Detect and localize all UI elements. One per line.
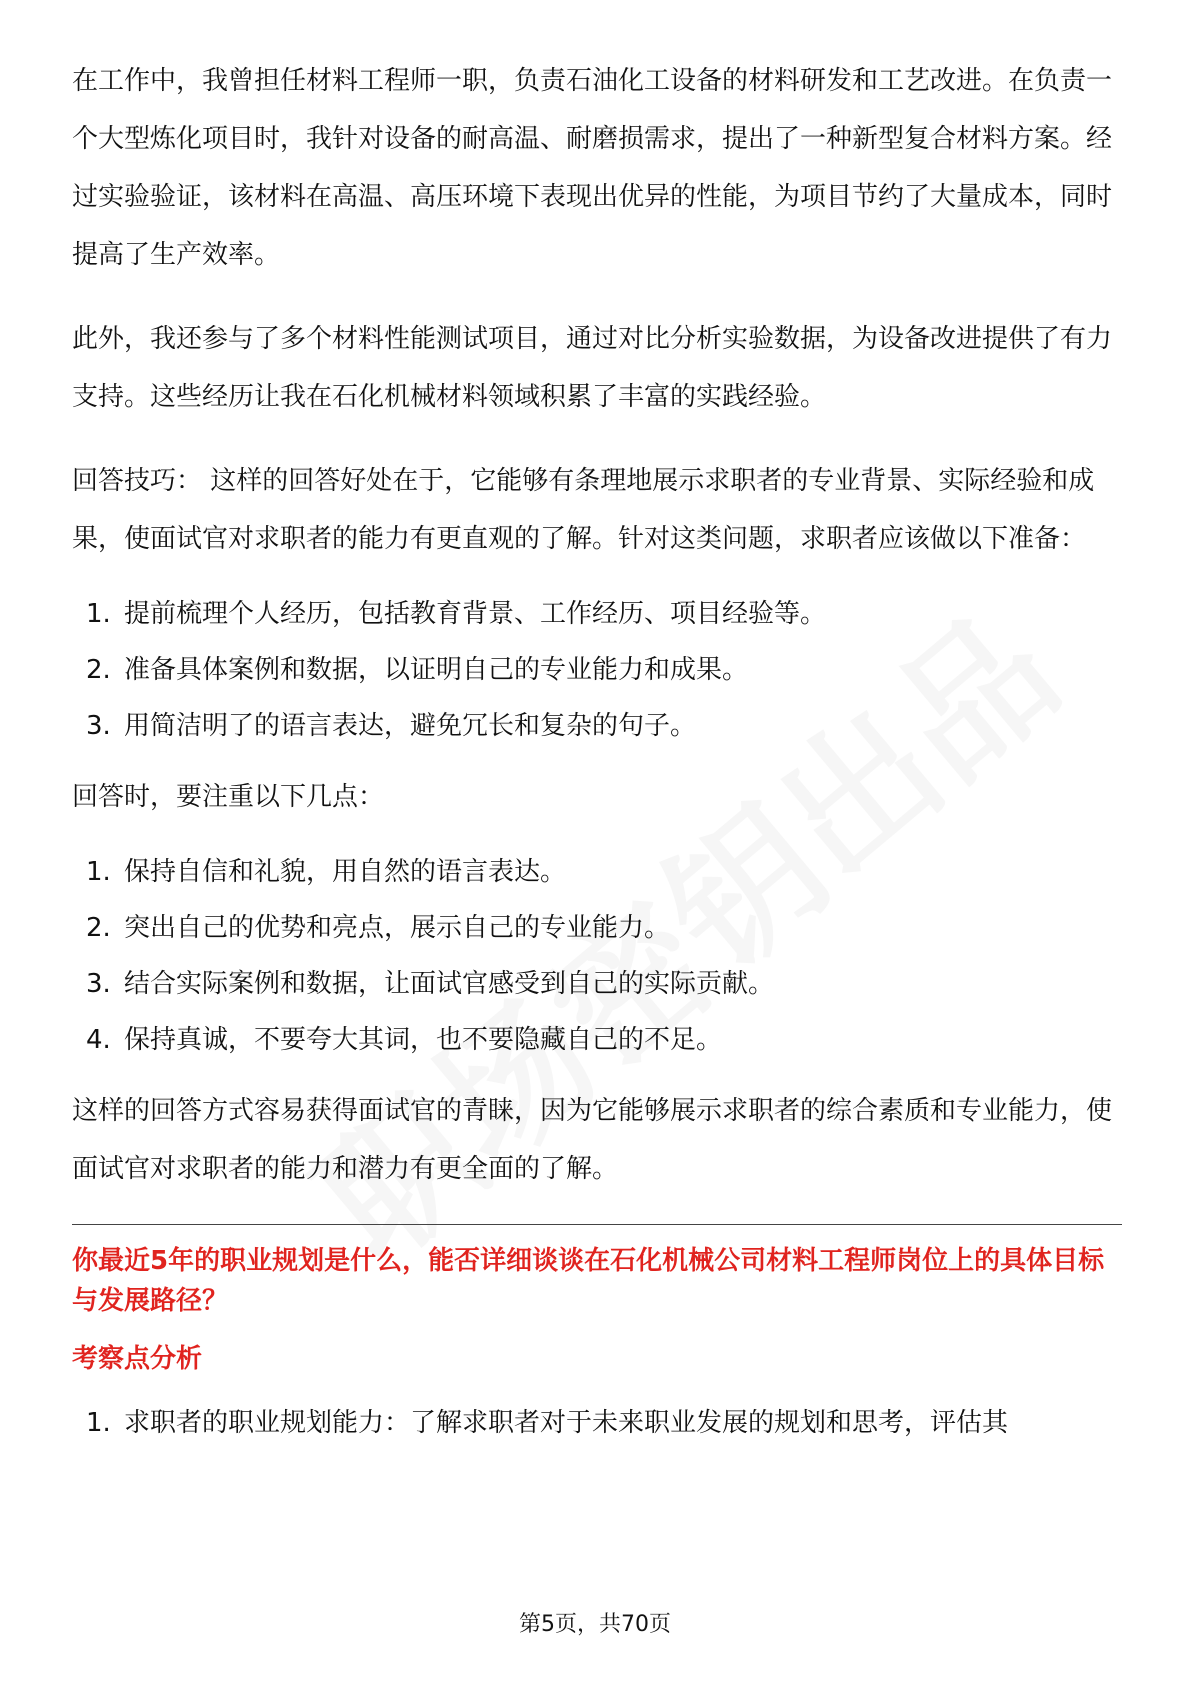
paragraph-conclusion: 这样的回答方式容易获得面试官的青睐，因为它能够展示求职者的综合素质和专业能力，使面试官对求职者的能力和潜力有更全面的了解。 [72,1096,1113,1184]
list-item-text: 求职者的职业规划能力：了解求职者对于未来职业发展的规划和思考，评估其 [124,1408,1009,1438]
section-divider [72,1224,1122,1225]
list-item-text: 突出自己的优势和亮点，展示自己的专业能力。 [124,913,671,943]
list-item [72,698,1122,754]
list-item-number: 2. [86,913,111,943]
document-page [72,52,1122,1451]
paragraph-answer-points-intro: 回答时，要注重以下几点： [72,782,385,812]
list-item-number: 4. [86,1025,111,1055]
paragraph-additional-experience: 此外，我还参与了多个材料性能测试项目，通过对比分析实验数据，为设备改进提供了有力支持。这些经历让我在石化机械材料领域积累了丰富的实践经验。 [72,324,1113,412]
list-item [72,900,1122,956]
list-item-text: 保持自信和礼貌，用自然的语言表达。 [124,857,567,887]
list-item [72,844,1122,900]
list-item-text: 保持真诚，不要夸大其词，也不要隐藏自己的不足。 [124,1025,723,1055]
list-item-text: 用简洁明了的语言表达，避免冗长和复杂的句子。 [124,711,697,741]
list-item [72,642,1122,698]
list-item [72,586,1122,642]
list-item-number: 3. [86,969,111,999]
analysis-list [72,1395,1122,1451]
paragraph-work-experience: 在工作中，我曾担任材料工程师一职，负责石油化工设备的材料研发和工艺改进。在负责一个大型炼化项目时，我针对设备的耐高温、耐磨损需求，提出了一种新型复合材料方案。经过实验验证，该材料在高温、高压环境下表现出优异的性能，为项目节约了大量成本，同时提高了生产效率。 [72,66,1113,270]
list-item-text: 结合实际案例和数据，让面试官感受到自己的实际贡献。 [124,969,775,999]
page-number-footer: 第5页，共70页 [519,1612,671,1637]
list-item [72,1395,1122,1451]
list-item [72,1012,1122,1068]
list-item-number: 3. [86,711,111,741]
list-item [72,956,1122,1012]
analysis-heading: 考察点分析 [72,1344,203,1374]
list-item-number: 1. [86,599,111,629]
interview-question: 你最近5年的职业规划是什么，能否详细谈谈在石化机械公司材料工程师岗位上的具体目标与发展路径？ [72,1246,1105,1316]
list-item-number: 2. [86,655,111,685]
paragraph-answer-tips: 回答技巧： 这样的回答好处在于，它能够有条理地展示求职者的专业背景、实际经验和成果，使面试官对求职者的能力有更直观的了解。针对这类问题，求职者应该做以下准备： [72,466,1095,554]
list-item-number: 1. [86,857,111,887]
list-item-text: 准备具体案例和数据，以证明自己的专业能力和成果。 [124,655,749,685]
list-item-text: 提前梳理个人经历，包括教育背景、工作经历、项目经验等。 [124,599,827,629]
preparation-list [72,586,1122,754]
list-item-number: 1. [86,1408,111,1438]
answer-points-list [72,844,1122,1068]
